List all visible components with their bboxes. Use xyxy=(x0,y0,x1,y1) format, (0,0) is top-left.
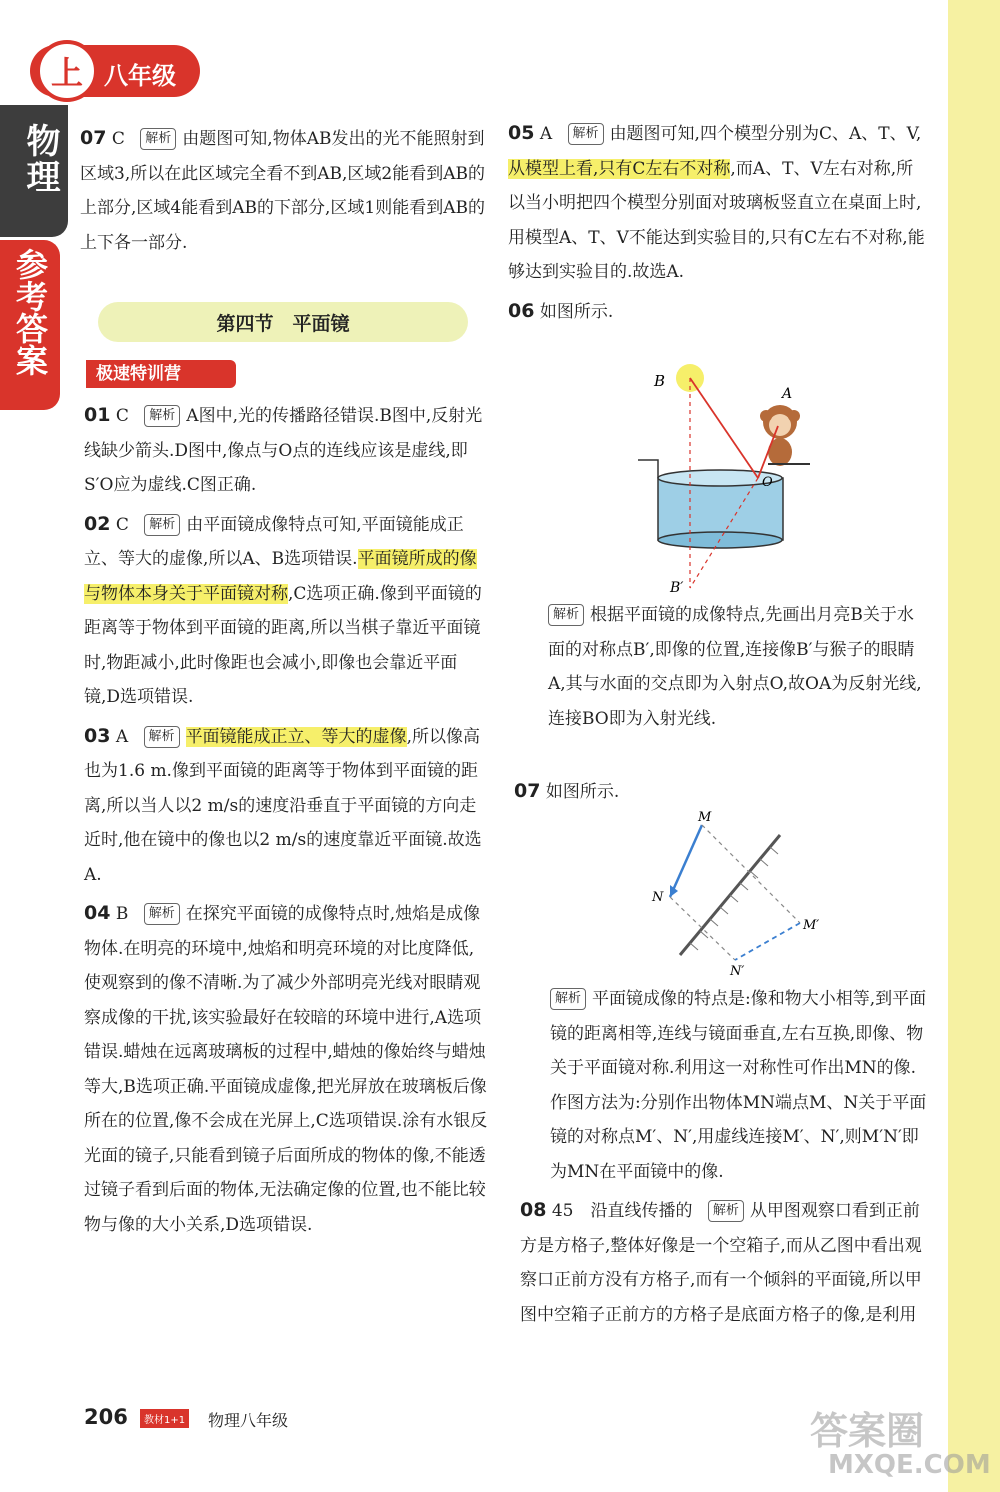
analysis-text-cont: ,C选项正确.像到平面镜的距离等于物体到平面镜的距离,所以当棋子靠近平面镜时,物距减小,此时像距也会减小,即像也会靠近平面镜,D选项错误. xyxy=(84,583,482,707)
q06-analysis xyxy=(548,598,928,740)
object-MN xyxy=(670,825,702,897)
question-number: 01 xyxy=(84,404,111,426)
analysis-text: A图中,光的传播路径错误.B图中,反射光线缺少箭头.D图中,像点与O点的连线应该是虚线,即S′O应为虚线.C图正确. xyxy=(84,406,483,495)
question-number: 04 xyxy=(84,902,111,924)
label-A: A xyxy=(782,386,793,402)
label-N: N xyxy=(652,890,664,905)
highlighted-text: 平面镜所成的像与物体本身关于平面镜对称 xyxy=(84,549,477,604)
section-title: 第四节 平面镜 xyxy=(98,302,468,342)
label-N-prime: N′ xyxy=(730,964,745,979)
analysis-tag: 解析 xyxy=(708,1200,744,1222)
question-number: 08 xyxy=(520,1199,547,1221)
answer-choice: C xyxy=(115,514,129,535)
analysis-tag: 解析 xyxy=(568,123,604,145)
q07-analysis xyxy=(520,982,928,1336)
section-subheader: 极速特训营 xyxy=(86,360,236,388)
subject-tab-label: 物理 xyxy=(20,123,60,195)
label-O: O xyxy=(762,475,773,490)
figure-06 xyxy=(630,360,820,600)
answer-item-01 xyxy=(84,398,490,503)
label-B: B xyxy=(654,372,666,390)
figure-07 xyxy=(640,805,840,980)
question-number: 05 xyxy=(508,122,535,144)
analysis-text: 平面镜成像的特点是:像和物大小相等,到平面镜的距离相等,连线与镜面垂直,左右互换,即像、物关于平面镜对称.利用这一对称性可作出MN的像.作图方法为:分别作出物体MN端点M、N关于平面镜的对称点M′、N′,用虚线连接M′、N′,则M′N′即为MN在平面镜中的像. xyxy=(550,989,927,1182)
answers-tab-label: 参考答案 xyxy=(11,248,49,376)
answers-tab xyxy=(0,240,60,410)
answer-intro: 如图所示. xyxy=(539,301,614,322)
answer-item-06 xyxy=(508,294,928,330)
label-M-prime: M′ xyxy=(803,918,820,933)
answer-item-03 xyxy=(84,719,490,893)
answer-choice: C xyxy=(111,129,125,149)
answer-item-07-left xyxy=(80,121,490,260)
analysis-tag: 解析 xyxy=(144,405,180,427)
mirror-hatching xyxy=(690,847,778,950)
analysis-text: 从甲图观察口看到正前方是方格子,整体好像是一个空箱子,而从乙图中看出观察口正前方没有方格子,而有一个倾斜的平面镜,所以甲图中空箱子正前方的方格子是底面方格子的像,是利用 xyxy=(520,1201,922,1325)
question-number: 06 xyxy=(508,299,535,322)
watermark: 答案圈 xyxy=(810,1409,925,1453)
analysis-tag: 解析 xyxy=(550,988,586,1010)
image-M-prime-N-prime xyxy=(735,923,800,960)
answer-choice: B xyxy=(115,904,129,924)
left-column-top xyxy=(80,121,490,264)
question-number: 07 xyxy=(80,127,107,149)
highlighted-text: 平面镜能成正立、等大的虚像 xyxy=(185,726,407,747)
right-margin-strip xyxy=(948,0,1000,1492)
question-number: 07 xyxy=(514,780,541,802)
analysis-tag: 解析 xyxy=(144,514,180,536)
analysis-text-cont: ,而A、T、V左右对称,所以当小明把四个模型分别面对玻璃板竖直立在桌面上时,用模型A、T、V不能达到实验目的,只有C左右不对称,能够达到实验目的.故选A. xyxy=(508,158,925,282)
book-title: 物理八年级 xyxy=(208,1411,289,1430)
analysis-text: 在探究平面镜的成像特点时,烛焰是成像物体.在明亮的环境中,烛焰和明亮环境的对比度降低,使观察到的像不清晰.为了减少外部明亮光线对眼睛观察成像的干扰,该实验最好在较暗的环境中进行,A选项错误.蜡烛在远离玻璃板的过程中,蜡烛的像始终与蜡烛等大,B选项正确.平面镜成虚像,把光屏放在玻璃板后像所在的位置,像不会成在光屏上,C选项错误.涂有水银反光面的镜子,只能看到镜子后面所成的物体的像,不能透过镜子看到后面的物体,无法确定像的位置,也不能比较物与像的大小关系,D选项错误. xyxy=(84,904,488,1235)
analysis-tag: 解析 xyxy=(144,903,180,925)
answer-item-04 xyxy=(84,896,490,1242)
highlighted-text: 从模型上看,只有C左右不对称 xyxy=(508,158,731,179)
answer-fill: 45 沿直线传播的 xyxy=(551,1201,693,1221)
analysis-text-cont: ,所以像高也为1.6 m.像到平面镜的距离等于物体到平面镜的距离,所以当人以2 m/s的速度沿垂直于平面镜的方向走近时,他在镜中的像也以2 m/s的速度靠近平面镜.故选A. xyxy=(84,726,482,885)
analysis-text: 由题图可知,物体AB发出的光不能照射到区域3,所以在此区域完全看不到AB,区域2能看到AB的上部分,区域4能看到AB的下部分,区域1则能看到AB的上下各一部分. xyxy=(80,129,485,253)
analysis-06 xyxy=(548,598,928,736)
right-column-top xyxy=(508,116,928,333)
series-logo: 教材1+1 xyxy=(140,1409,189,1428)
tank-edge-left xyxy=(638,460,658,478)
watermark-url: MXQE.COM xyxy=(828,1450,991,1480)
question-number: 03 xyxy=(84,724,111,747)
label-M: M xyxy=(698,810,712,825)
answer-item-02 xyxy=(84,507,490,715)
answer-item-08 xyxy=(520,1193,928,1332)
question-number: 02 xyxy=(84,512,111,535)
grade-badge: 上 xyxy=(36,40,98,102)
analysis-text: 由题图可知,四个模型分别为C、A、T、V, xyxy=(609,124,922,144)
analysis-text: 由平面镜成像特点可知,平面镜能成正立、等大的虚像,所以A、B选项错误. xyxy=(84,514,464,569)
answer-item-05 xyxy=(508,116,928,290)
answer-choice: C xyxy=(115,406,129,426)
grade-label: 八年级 xyxy=(104,62,176,90)
analysis-tag: 解析 xyxy=(548,604,584,626)
answer-choice: A xyxy=(539,124,553,144)
answer-choice: A xyxy=(115,726,129,747)
left-column xyxy=(84,398,490,1246)
incident-ray xyxy=(690,378,758,478)
label-B-prime: B′ xyxy=(670,580,684,596)
subject-tab xyxy=(0,105,68,237)
analysis-tag: 解析 xyxy=(144,726,180,748)
analysis-text: 根据平面镜的成像特点,先画出月亮B关于水面的对称点B′,即像的位置,连接像B′与猴子的眼睛A,其与水面的交点即为入射点O,故OA为反射光线,连接BO即为入射光线. xyxy=(548,605,922,729)
dashed-M-M-prime xyxy=(702,825,800,923)
analysis-tag: 解析 xyxy=(140,128,176,150)
answer-intro: 如图所示. xyxy=(545,782,620,802)
analysis-07-right xyxy=(550,982,928,1189)
page-number: 206 xyxy=(84,1405,128,1429)
